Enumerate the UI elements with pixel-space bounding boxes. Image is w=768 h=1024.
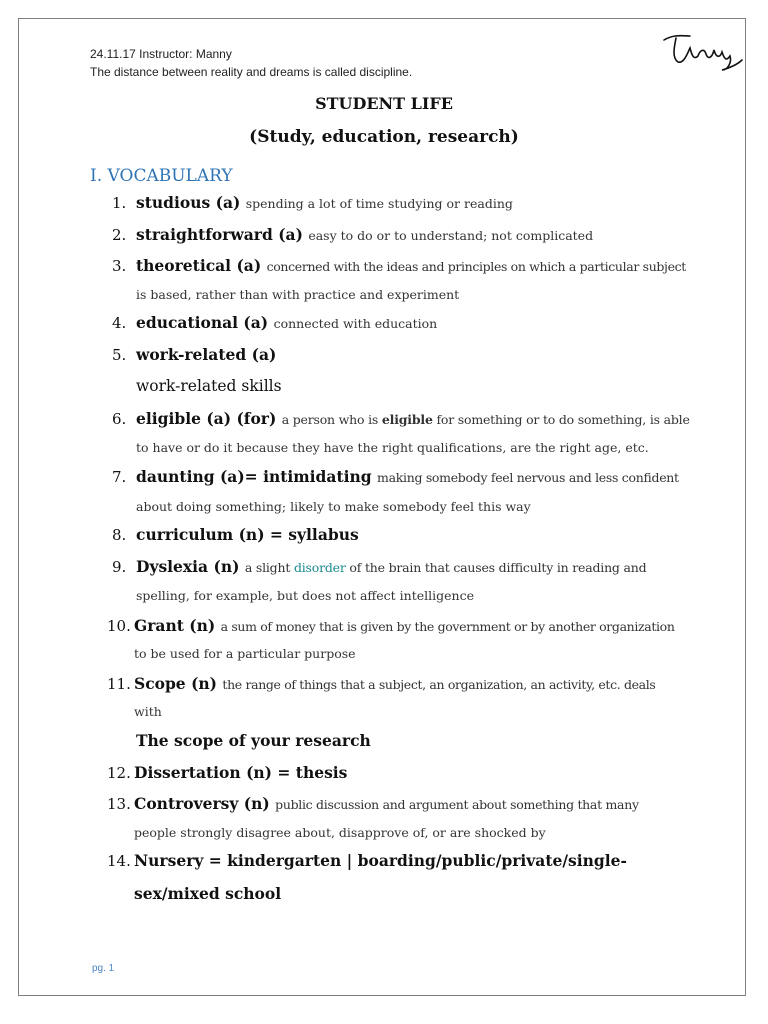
vocab-example: work-related skills xyxy=(136,377,282,395)
vocab-definition: connected with education xyxy=(273,316,438,331)
page-number: pg. 1 xyxy=(92,963,115,974)
vocab-definition: for something or to do something, is able xyxy=(436,412,690,427)
item-number: 5. xyxy=(112,346,127,364)
vocab-term: daunting (a)= intimidating xyxy=(136,467,372,486)
vocab-definition-continued: is based, rather than with practice and experiment xyxy=(136,287,460,302)
vocab-entry xyxy=(136,313,437,332)
vocab-entry xyxy=(136,225,593,244)
vocab-term: Dyslexia (n) xyxy=(136,557,240,576)
vocab-definition-continued: to have or do it because they have the right qualifications, are the right age, etc. xyxy=(136,440,649,455)
vocab-term: straightforward (a) xyxy=(136,225,303,244)
vocab-term: Dissertation (n) = thesis xyxy=(134,763,348,782)
vocab-definition: concerned with the ideas and principles on which a particular subject xyxy=(266,259,686,274)
vocab-definition: easy to do or to understand; not complicated xyxy=(308,228,594,243)
vocab-definition-continued: to be used for a particular purpose xyxy=(134,646,356,661)
vocab-entry xyxy=(136,467,679,486)
vocab-definition: a person who is xyxy=(281,412,379,427)
item-number: 4. xyxy=(112,314,127,332)
vocab-entry xyxy=(136,557,646,576)
item-number: 13. xyxy=(107,795,131,813)
header-motto: The distance between reality and dreams is called discipline. xyxy=(90,65,413,79)
vocab-definition-continued: about doing something; likely to make somebody feel this way xyxy=(136,499,531,514)
disorder-link[interactable]: disorder xyxy=(293,560,346,575)
document-subtitle: (Study, education, research) xyxy=(249,127,519,147)
vocab-term: Scope (n) xyxy=(134,674,218,693)
item-number: 10. xyxy=(107,617,131,635)
item-number: 6. xyxy=(112,410,127,428)
vocab-entry xyxy=(136,193,513,212)
vocab-term: curriculum (n) = syllabus xyxy=(136,525,359,544)
vocab-term: eligible (a) (for) xyxy=(136,409,277,428)
vocab-term: Nursery = kindergarten | boarding/public/private/single- xyxy=(134,851,627,870)
item-number: 11. xyxy=(107,675,131,693)
vocab-definition: a slight xyxy=(244,560,291,575)
vocab-definition: the range of things that a subject, an organization, an activity, etc. deals xyxy=(222,677,656,692)
vocab-definition-continued: with xyxy=(134,704,162,719)
vocab-term: studious (a) xyxy=(136,193,241,212)
header-date-instructor: 24.11.17 Instructor: Manny xyxy=(90,47,232,61)
vocab-definition: making somebody feel nervous and less confident xyxy=(377,470,679,485)
section-heading-vocabulary: I. VOCABULARY xyxy=(90,166,233,186)
item-number: 3. xyxy=(112,257,127,275)
vocab-definition-emphasis: eligible xyxy=(381,412,433,427)
vocab-term-continued: sex/mixed school xyxy=(134,884,282,903)
item-number: 8. xyxy=(112,526,127,544)
item-number: 9. xyxy=(112,558,127,576)
vocab-term: theoretical (a) xyxy=(136,256,262,275)
signature-image xyxy=(660,30,744,74)
vocab-definition: of the brain that causes difficulty in reading and xyxy=(349,560,647,575)
vocab-definition-continued: people strongly disagree about, disapprove of, or are shocked by xyxy=(134,825,546,840)
item-number: 7. xyxy=(112,468,127,486)
vocab-entry xyxy=(134,674,656,693)
vocab-entry xyxy=(136,409,690,428)
vocab-definition: spending a lot of time studying or reading xyxy=(245,196,513,211)
vocab-entry xyxy=(134,794,639,813)
vocab-definition-continued: spelling, for example, but does not affect intelligence xyxy=(136,588,474,603)
vocab-term: work-related (a) xyxy=(136,345,277,364)
item-number: 1. xyxy=(112,194,127,212)
vocab-definition: public discussion and argument about something that many xyxy=(275,797,639,812)
vocab-term: Controversy (n) xyxy=(134,794,270,813)
item-number: 14. xyxy=(107,852,131,870)
vocab-example: The scope of your research xyxy=(136,731,371,750)
item-number: 2. xyxy=(112,226,127,244)
document-title: STUDENT LIFE xyxy=(315,94,453,113)
vocab-term: educational (a) xyxy=(136,313,269,332)
item-number: 12. xyxy=(107,764,131,782)
vocab-entry xyxy=(134,616,675,635)
vocab-entry xyxy=(136,256,686,275)
vocab-term: Grant (n) xyxy=(134,616,216,635)
vocab-definition: a sum of money that is given by the government or by another organization xyxy=(220,619,675,634)
